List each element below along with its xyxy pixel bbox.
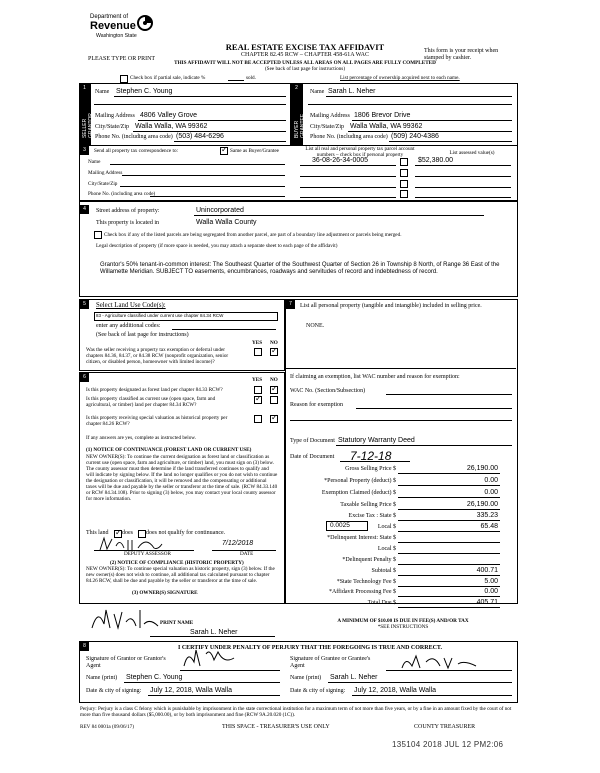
notice1-text: NEW OWNER(S): To continue the current designation as forest land or classification as current use (open space, farm and agriculture, or timber) land, you must sign on (3) below. The county assessor must then determine if the land transferred continues to qualify and will indicate by signing below. If the land no longer qualifies or you do not wish to continue the designation or classification, it will be removed and the compensating or additional taxes will be due and payable by the seller or transferor at the time of sale. (RCW 84.33.140 or RCW 84.34.108). Prior to signing (3) below, you may contact your local county assessor for more information. bbox=[86, 454, 278, 502]
seller-city-label: City/State/Zip bbox=[95, 124, 129, 130]
calc-label: Taxable Selling Price $ bbox=[340, 502, 396, 508]
calc-value[interactable]: 5.00 bbox=[484, 578, 498, 585]
s5-q1: Was the seller receiving a property tax exemption or deferral under chapters 84.36, 84.37, or 84.38 RCW (nonprofit organization, senior citizen, or disabled person, homeowner with limited income)? bbox=[86, 347, 229, 365]
calc-label: Excise Tax : State $ bbox=[348, 513, 396, 519]
calc-label: Subtotal $ bbox=[371, 568, 396, 574]
calc-value[interactable]: 405.71 bbox=[476, 599, 498, 606]
s6-q1-yes[interactable] bbox=[254, 386, 262, 394]
calc-label: *State Technology Fee $ bbox=[336, 579, 396, 585]
calc-value[interactable]: 26,190.00 bbox=[466, 465, 498, 472]
form-chapter: CHAPTER 82.45 RCW – CHAPTER 458-61A WAC bbox=[241, 52, 369, 58]
s6-q3: Is this property receiving special valuation as historical property per chapter 84.26 RCW? bbox=[86, 415, 228, 427]
s6-no: NO bbox=[270, 377, 278, 383]
buyer-city[interactable]: Walla Walla, WA 99362 bbox=[350, 123, 423, 130]
same-as-buyer-label: Same as Buyer/Grantee bbox=[230, 148, 279, 154]
parcel-number[interactable]: 36-08-26-34-0005 bbox=[312, 157, 369, 164]
grantor-name[interactable]: Stephen C. Young bbox=[126, 674, 183, 681]
partial-label: Check box if partial sale, indicate % bbox=[130, 75, 206, 81]
buyer-city-label: City/State/Zip bbox=[310, 124, 344, 130]
buyer-side-label: BUYER GRANTEE bbox=[294, 113, 306, 138]
calc-value[interactable]: 0.00 bbox=[484, 489, 498, 496]
grantee-sig-label: Signature of Grantee or Grantee's Agent bbox=[290, 656, 371, 669]
badge-2: 2 bbox=[292, 84, 301, 93]
same-as-buyer-checkbox[interactable] bbox=[220, 147, 228, 155]
corr-name-label: Name bbox=[88, 159, 101, 165]
revenue-swirl-icon bbox=[136, 14, 154, 32]
corr-city-label: City/State/Zip bbox=[88, 181, 118, 187]
received-stamp: 135104 2018 JUL 12 PM2:06 bbox=[392, 740, 504, 749]
doc-date-label: Date of Document bbox=[290, 454, 335, 460]
land-use-code: 83 - Agriculture classified under current use chapter 84.34 RCW bbox=[96, 313, 224, 318]
calc-label: Total Due $ bbox=[367, 600, 396, 606]
land-use-see-back: (See back of last page for instructions) bbox=[96, 332, 189, 338]
badge-3: 3 bbox=[80, 146, 89, 155]
street-value[interactable]: Unincorporated bbox=[196, 207, 244, 214]
parcel-personal-checkbox-1[interactable] bbox=[400, 158, 408, 166]
calc-label: *Delinquent Penalty $ bbox=[342, 557, 396, 563]
buyer-addr-label: Mailing Address bbox=[310, 113, 350, 119]
form-title: REAL ESTATE EXCISE TAX AFFIDAVIT bbox=[225, 42, 385, 52]
s6-if-yes: If any answers are yes, complete as instructed below. bbox=[86, 435, 197, 441]
county-value[interactable]: Walla Walla County bbox=[196, 219, 257, 226]
s6-q1: Is this property designated as forest land per chapter 84.33 RCW? bbox=[86, 387, 223, 393]
seller-addr[interactable]: 4806 Valley Grove bbox=[140, 112, 198, 119]
owner-signature bbox=[88, 604, 168, 634]
street-label: Street address of property: bbox=[96, 208, 160, 214]
calc-value[interactable]: 335.23 bbox=[476, 512, 498, 519]
s5-yes: YES bbox=[252, 340, 263, 346]
this-land-label: This land bbox=[86, 530, 109, 536]
seller-city[interactable]: Walla Walla, WA 99362 bbox=[135, 123, 208, 130]
see-back: (See back of last page for instructions) bbox=[264, 66, 346, 72]
sold-label: sold. bbox=[246, 75, 256, 81]
parcel-personal-checkbox-4[interactable] bbox=[400, 190, 408, 198]
assessor-date-label: DATE bbox=[240, 551, 254, 557]
does-label: does bbox=[122, 530, 133, 536]
personal-property-value[interactable]: NONE. bbox=[306, 323, 325, 329]
grantor-date[interactable]: July 12, 2018, Walla Walla bbox=[150, 687, 232, 694]
parcel-personal-checkbox-2[interactable] bbox=[400, 169, 408, 177]
grantor-name-label: Name (print) bbox=[86, 675, 118, 681]
s6-q3-yes[interactable] bbox=[254, 415, 262, 423]
grantee-date[interactable]: July 12, 2018, Walla Walla bbox=[354, 687, 436, 694]
exemption-label: If claiming an exemption, list WAC number and reason for exemption: bbox=[290, 374, 460, 380]
s6-q2-no[interactable] bbox=[270, 396, 278, 404]
badge-7: 7 bbox=[286, 300, 295, 309]
deputy-label: DEPUTY ASSESSOR bbox=[124, 551, 171, 557]
local-rate: 0.0025 bbox=[330, 522, 350, 529]
located-label: This property is located in bbox=[96, 220, 159, 226]
grantee-name-label: Name (print) bbox=[290, 675, 322, 681]
corr-addr-label: Mailing Address bbox=[88, 170, 123, 176]
calc-value[interactable]: 400.71 bbox=[476, 567, 498, 574]
assessed-value[interactable]: $52,380.00 bbox=[418, 157, 454, 164]
enter-codes-label: enter any additional codes: bbox=[96, 323, 161, 329]
treasurer-space: THIS SPACE - TREASURER'S USE ONLY bbox=[222, 724, 330, 730]
minimum-note: A MINIMUM OF $10.00 IS DUE IN FEE(S) AND/OR TAX bbox=[337, 618, 469, 624]
calc-label: *Personal Property (deduct) $ bbox=[324, 478, 396, 484]
reason-label: Reason for exemption bbox=[290, 402, 343, 408]
land-use-title: Select Land Use Code(s): bbox=[96, 302, 166, 309]
buyer-phone-label: Phone No. (including area code) bbox=[310, 134, 388, 140]
s6-q1-no[interactable] bbox=[270, 386, 278, 394]
assessed-header: List assessed value(s) bbox=[449, 150, 495, 156]
calc-label: Local $ bbox=[377, 524, 396, 530]
buyer-name[interactable]: Sarah L. Neher bbox=[328, 88, 376, 95]
logo-dept: Department of bbox=[90, 14, 129, 20]
calc-label: *Delinquent Interest: State $ bbox=[327, 535, 396, 541]
does-not-label: does not qualify for continuance. bbox=[146, 530, 226, 536]
segregated-label: Check box if any of the listed parcels are being segregated from another parcel, are part of a boundary line adjustment or parcels being merged. bbox=[104, 232, 402, 238]
seller-phone-label: Phone No. (including area code) bbox=[95, 134, 173, 140]
grantor-sig-label: Signature of Grantor or Grantor's Agent bbox=[86, 656, 166, 669]
county-treasurer: COUNTY TREASURER bbox=[414, 724, 476, 730]
doc-type-value[interactable]: Statutory Warranty Deed bbox=[338, 437, 415, 444]
s5-q1-no[interactable] bbox=[270, 348, 278, 356]
s5-no: NO bbox=[270, 340, 278, 346]
s6-q2: Is this property classified as current use (open space, farm and agricultural, or timber) land per chapter 84.34 RCW? bbox=[86, 396, 216, 408]
send-correspondence-label: Send all property tax correspondence to: bbox=[94, 148, 178, 154]
grantee-date-label: Date & city of signing: bbox=[290, 688, 346, 694]
calc-label: Gross Selling Price $ bbox=[345, 466, 396, 472]
segregated-checkbox[interactable] bbox=[94, 231, 102, 239]
badge-4: 4 bbox=[80, 205, 89, 214]
seller-phone[interactable]: (503) 484-6296 bbox=[176, 133, 224, 140]
grantee-name[interactable]: Sarah L. Neher bbox=[330, 674, 378, 681]
revenue-logo bbox=[90, 14, 158, 50]
assessor-date[interactable]: 7/12/2018 bbox=[222, 540, 254, 547]
buyer-name-label: Name bbox=[310, 89, 325, 95]
print-name-label: PRINT NAME bbox=[160, 620, 194, 626]
personal-property-label: List all personal property (tangible and intangible) included in selling price. bbox=[300, 303, 482, 309]
grantor-date-label: Date & city of signing: bbox=[86, 688, 142, 694]
seller-side-label: SELLER GRANTOR bbox=[82, 113, 94, 138]
seller-name[interactable]: Stephen C. Young bbox=[116, 88, 173, 95]
pct-note: List percentage of ownership acquired next to each name. bbox=[340, 75, 460, 81]
parcel-personal-checkbox-3[interactable] bbox=[400, 180, 408, 188]
wac-label: WAC No. (Section/Subsection) bbox=[290, 388, 366, 394]
s6-q2-yes[interactable] bbox=[254, 396, 262, 404]
print-name[interactable]: Sarah L. Neher bbox=[190, 629, 238, 636]
calc-value[interactable]: 0.00 bbox=[484, 477, 498, 484]
partial-sale-checkbox[interactable] bbox=[120, 75, 128, 83]
grantor-signature bbox=[180, 646, 240, 670]
calc-label: Local $ bbox=[377, 546, 396, 552]
s5-q1-yes[interactable] bbox=[254, 348, 262, 356]
logo-state: Washington State bbox=[96, 33, 137, 39]
buyer-phone[interactable]: (509) 240-4386 bbox=[391, 133, 439, 140]
calc-value[interactable]: 0.00 bbox=[484, 588, 498, 595]
notice2-title: (2) NOTICE OF COMPLIANCE (HISTORIC PROPERTY) bbox=[110, 560, 244, 566]
seller-addr-label: Mailing Address bbox=[95, 113, 135, 119]
badge-6: 6 bbox=[80, 373, 89, 382]
receipt-note: This form is your receipt when stamped by cashier. bbox=[424, 48, 499, 61]
corr-phone-label: Phone No. (including area code) bbox=[88, 191, 156, 197]
doc-date-value[interactable]: 7-12-18 bbox=[350, 449, 392, 463]
see-instructions: *SEE INSTRUCTIONS bbox=[377, 624, 429, 630]
calc-label: *Affidavit Processing Fee $ bbox=[328, 589, 396, 595]
legal-label: Legal description of property (if more space is needed, you may attach a separate sheet to each page of the affidavit) bbox=[96, 243, 338, 249]
doc-type-label: Type of Document bbox=[290, 438, 335, 444]
badge-1: 1 bbox=[80, 84, 89, 93]
seller-name-label: Name bbox=[95, 89, 110, 95]
perjury-note: Perjury: Perjury is a class C felony which is punishable by imprisonment in the state correctional institution for a maximum term of not more than five years, or by a fine in an amount fixed by the court of not more than five thousand dollars ($5,000.00), or by both imprisonment and fine (RCW 9A.20.020 (1C)). bbox=[80, 706, 512, 718]
buyer-addr[interactable]: 1806 Brevor Drive bbox=[354, 112, 411, 119]
calc-value[interactable]: 26,190.00 bbox=[466, 501, 498, 508]
please-type: PLEASE TYPE OR PRINT bbox=[88, 56, 156, 62]
legal-description[interactable]: Grantor's 50% tenant-in-common interest: The Southeast Quarter of the Southwest Quarter of Section 26 in Township 8 North, of Range 36 East of the Willamette Meridian. SUBJECT TO easements, encumbrances, roadways and servitudes of record and indebtedness of record. bbox=[100, 262, 500, 275]
notice1-title: (1) NOTICE OF CONTINUANCE (FOREST LAND OR CURRENT USE) bbox=[86, 447, 252, 453]
rev-number: REV 84 0001a (09/06/17) bbox=[80, 724, 134, 730]
badge-5: 5 bbox=[80, 300, 89, 309]
s6-q3-no[interactable] bbox=[270, 415, 278, 423]
logo-agency: Revenue bbox=[90, 20, 136, 32]
s6-yes: YES bbox=[252, 377, 263, 383]
parcel-list-header: List all real and personal property tax parcel account numbers – check box if personal property bbox=[305, 146, 415, 158]
form-warning: THIS AFFIDAVIT WILL NOT BE ACCEPTED UNLESS ALL AREAS ON ALL PAGES ARE FULLY COMPLETED bbox=[174, 60, 436, 66]
badge-8: 8 bbox=[80, 642, 89, 651]
certify-text: I CERTIFY UNDER PENALTY OF PERJURY THAT THE FOREGOING IS TRUE AND CORRECT. bbox=[177, 645, 442, 651]
calc-value[interactable]: 65.48 bbox=[480, 523, 498, 530]
calc-label: Exemption Claimed (deduct) $ bbox=[321, 490, 396, 496]
notice3-title: (3) OWNER(S) SIGNATURE bbox=[132, 590, 198, 596]
notice2-text: NEW OWNER(S): To continue special valuation as historic property, sign (3) below. If the new owner(s) does not wish to continue, all additional tax calculated pursuant to chapter 84.26 RCW, shall be due and payable by the seller or transferor at the time of sale. bbox=[86, 566, 275, 584]
